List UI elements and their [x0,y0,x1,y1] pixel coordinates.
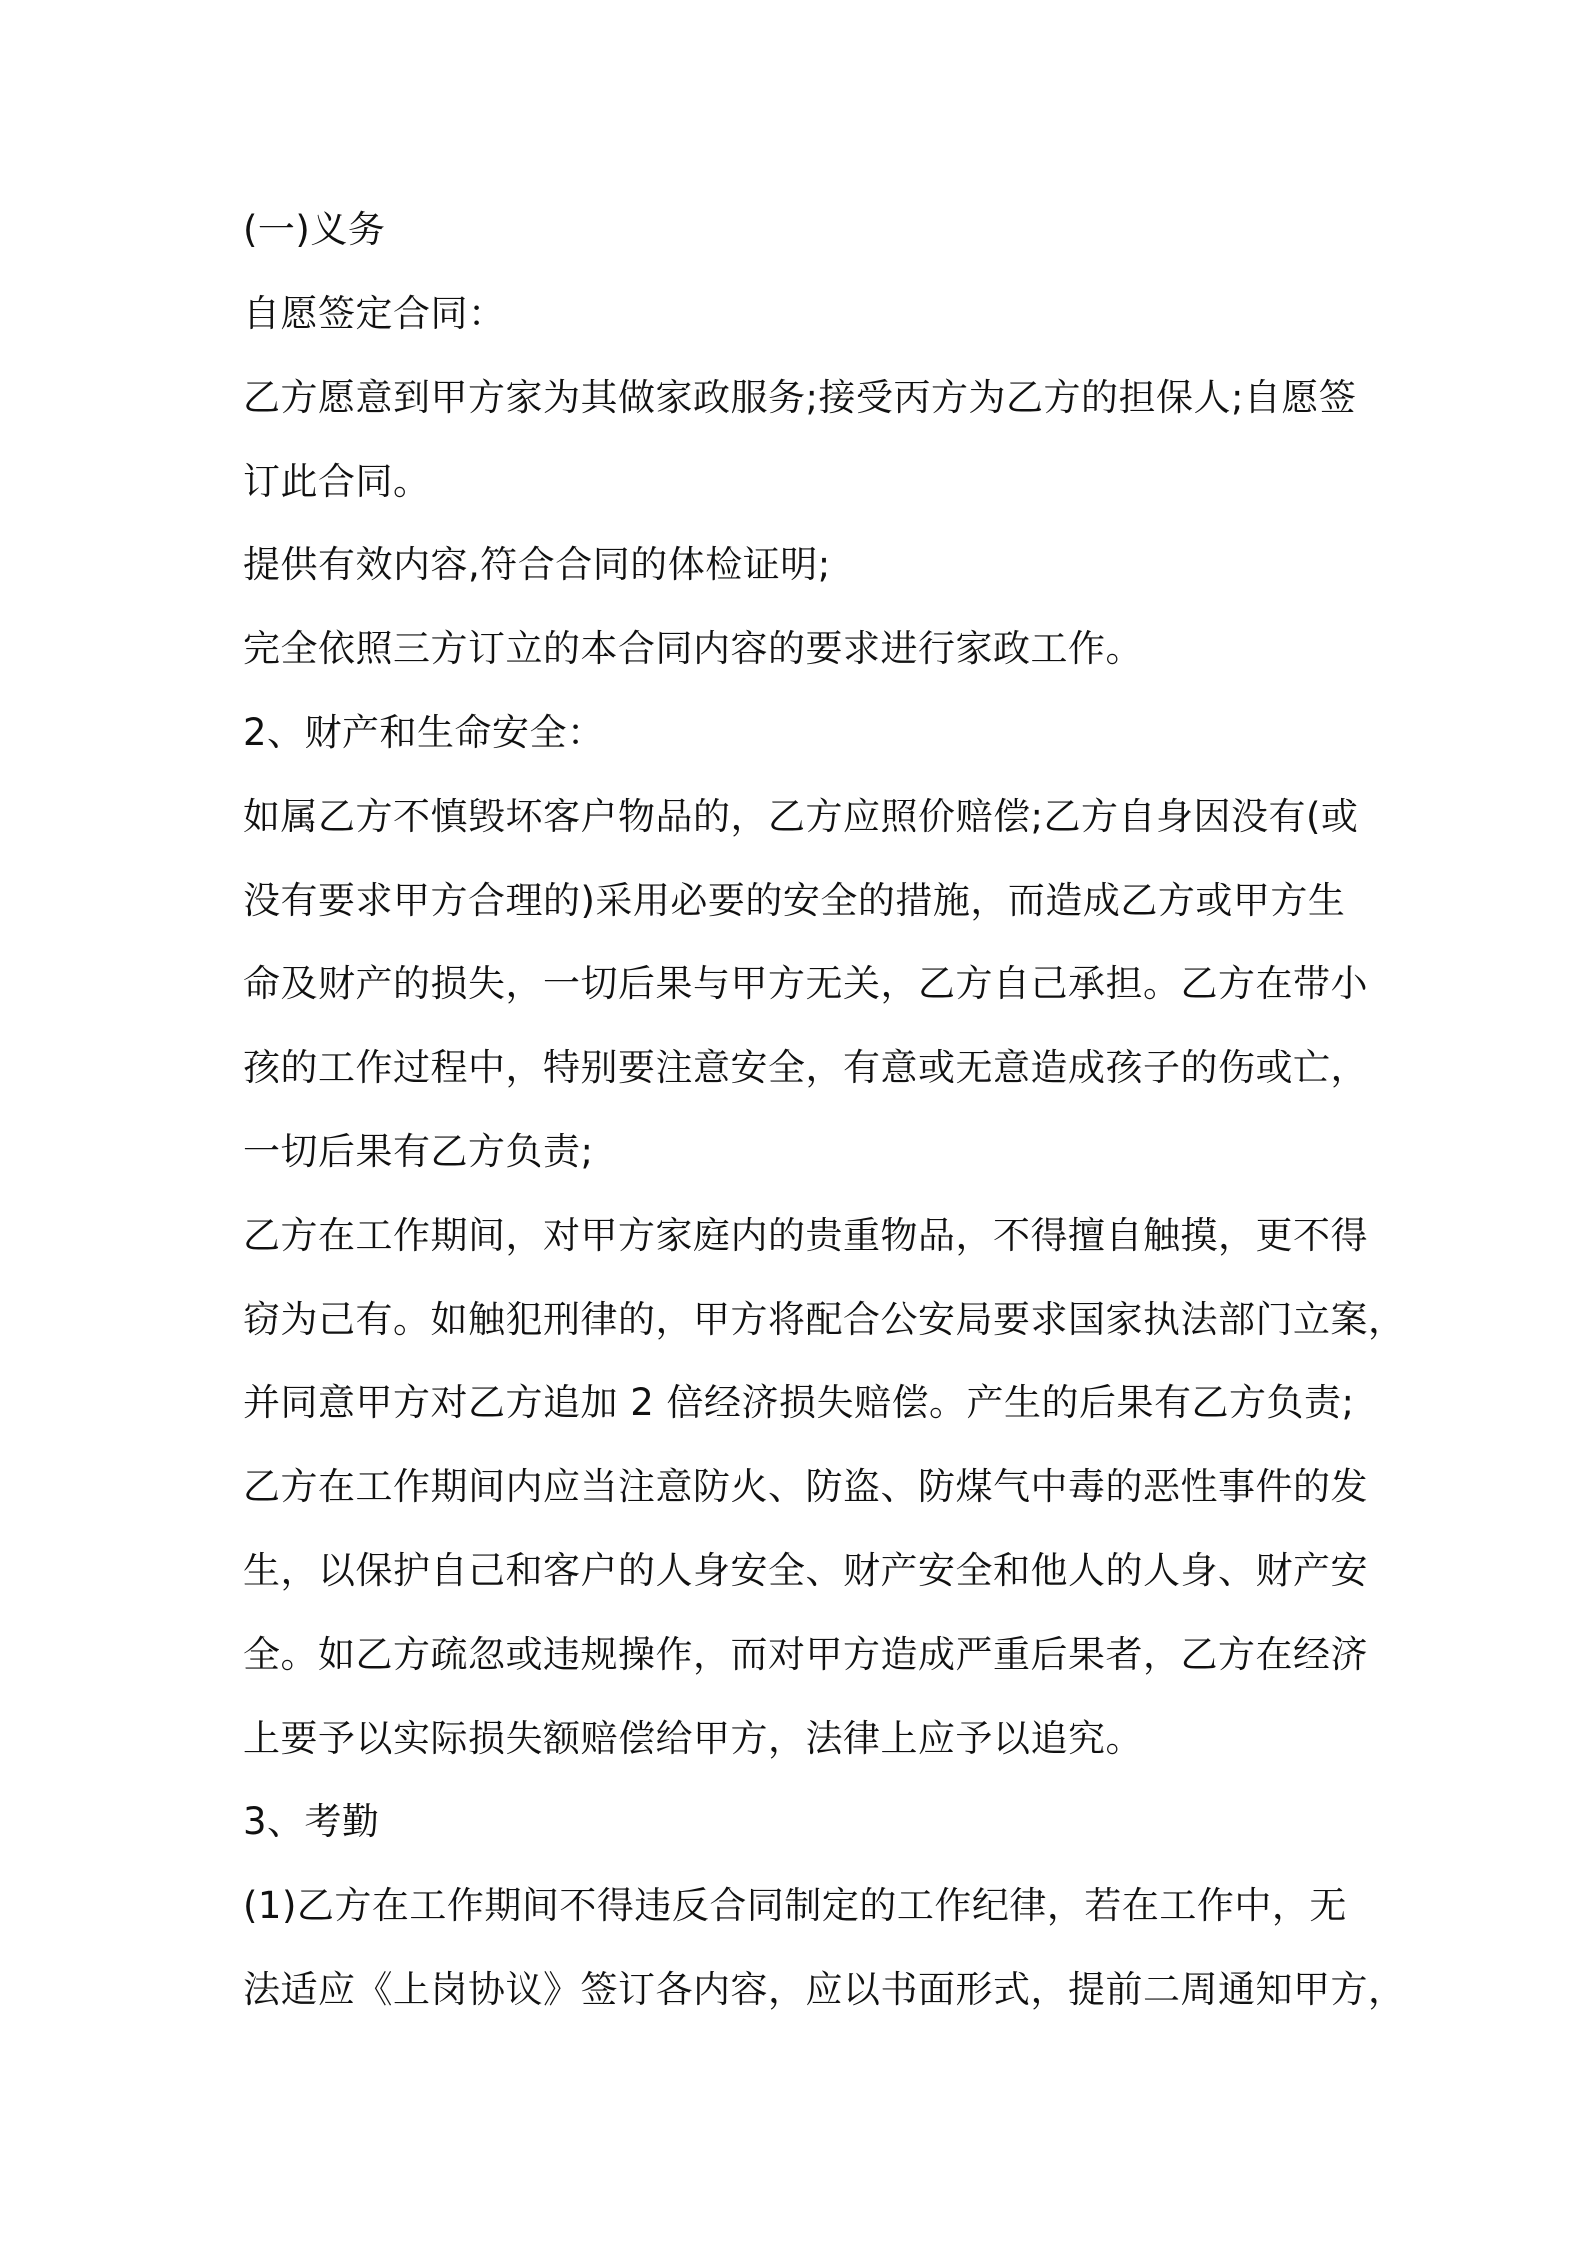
paragraph-line: 生，以保护自己和客户的人身安全、财产安全和他人的人身、财产安 [243,1549,1368,1592]
paragraph-line: 没有要求甲方合理的)采用必要的安全的措施，而造成乙方或甲方生 [243,879,1346,922]
paragraph-line: (1)乙方在工作期间不得违反合同制定的工作纪律，若在工作中，无 [243,1884,1347,1927]
paragraph-line: 命及财产的损失，一切后果与甲方无关，乙方自己承担。乙方在带小 [243,962,1368,1005]
paragraph-line: 乙方愿意到甲方家为其做家政服务;接受丙方为乙方的担保人;自愿签 [243,376,1357,419]
paragraph-line: 订此合同。 [243,460,431,503]
paragraph-line: 窃为己有。如触犯刑律的，甲方将配合公安局要求国家执法部门立案， [243,1298,1406,1341]
paragraph-line: 上要予以实际损失额赔偿给甲方，法律上应予以追究。 [243,1717,1143,1760]
section-heading-safety: 2、财产和生命安全： [243,711,605,754]
paragraph-line: 一切后果有乙方负责; [243,1130,594,1173]
paragraph-line: 乙方在工作期间，对甲方家庭内的贵重物品，不得擅自触摸，更不得 [243,1214,1368,1257]
paragraph-line: 提供有效内容,符合合同的体检证明; [243,543,831,586]
section-heading-obligations: (一)义务 [243,208,386,251]
paragraph-line: 全。如乙方疏忽或违规操作，而对甲方造成严重后果者，乙方在经济 [243,1633,1368,1676]
paragraph-line: 孩的工作过程中，特别要注意安全，有意或无意造成孩子的伤或亡， [243,1046,1368,1089]
paragraph-line: 法适应《上岗协议》签订各内容，应以书面形式，提前二周通知甲方， [243,1968,1406,2011]
paragraph-line: 自愿签定合同： [243,292,506,335]
paragraph-line: 乙方在工作期间内应当注意防火、防盗、防煤气中毒的恶性事件的发 [243,1465,1368,1508]
paragraph-line: 并同意甲方对乙方追加 2 倍经济损失赔偿。产生的后果有乙方负责; [243,1381,1355,1424]
section-heading-attendance: 3、考勤 [243,1800,380,1843]
paragraph-line: 完全依照三方订立的本合同内容的要求进行家政工作。 [243,627,1143,670]
paragraph-line: 如属乙方不慎毁坏客户物品的，乙方应照价赔偿;乙方自身因没有(或 [243,795,1359,838]
